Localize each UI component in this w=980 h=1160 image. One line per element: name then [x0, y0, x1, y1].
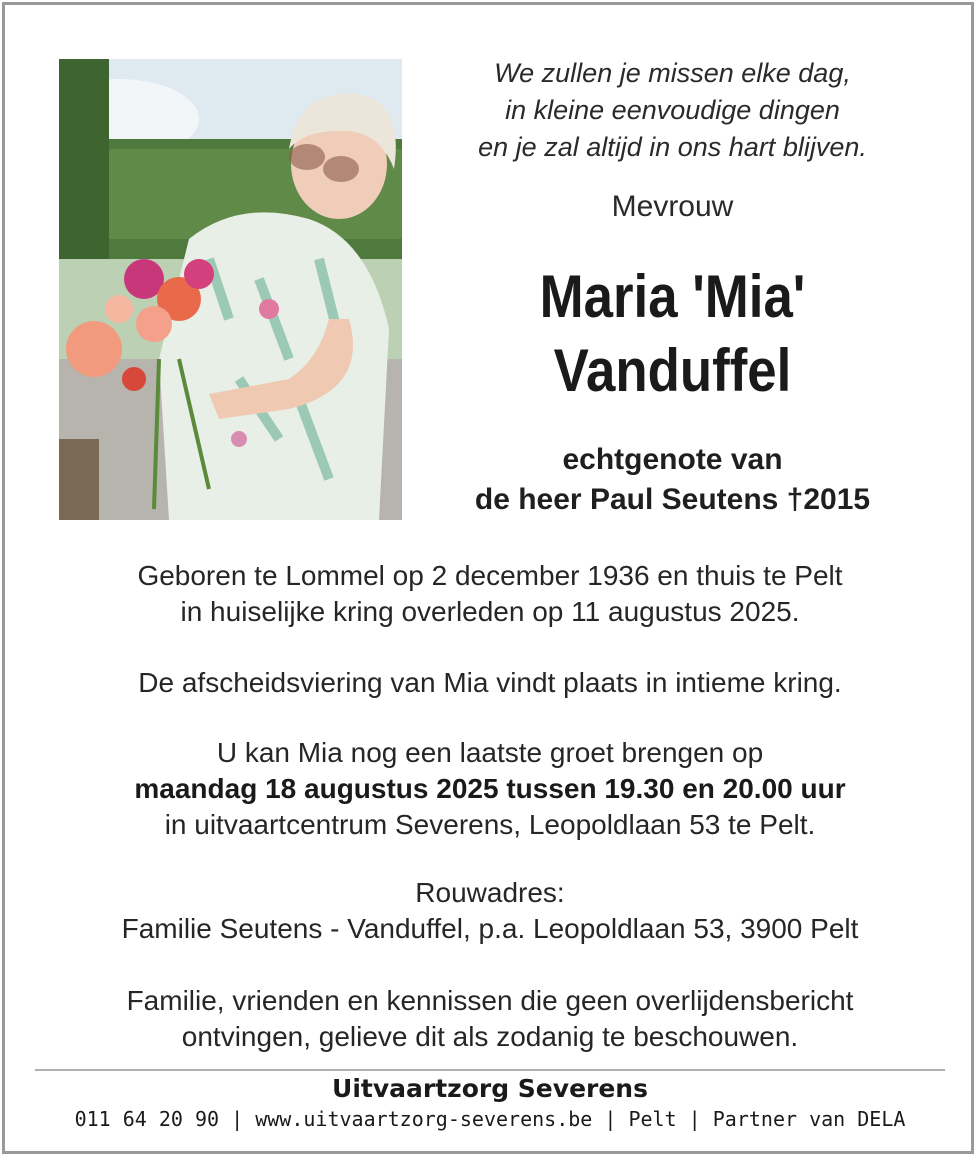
name-line: Vanduffel — [553, 337, 792, 404]
quote-line: in kleine eenvoudige dingen — [505, 95, 840, 125]
mourning-address — [0, 875, 980, 947]
funeral-home-name: Uitvaartzorg Severens — [332, 1074, 648, 1103]
memorial-quote — [425, 55, 920, 166]
spouse-line: de heer Paul Seutens †2015 — [474, 483, 871, 516]
address-label: Rouwadres: — [415, 877, 565, 908]
honorific: Mevrouw — [611, 190, 734, 223]
address-value: Familie Seutens - Vanduffel, p.a. Leopoldlaan 53, 3900 Pelt — [121, 913, 859, 944]
portrait-photo — [59, 59, 402, 520]
text-line: in huiselijke kring overleden op 11 augustus 2025. — [180, 596, 800, 627]
birth-death-text — [0, 558, 980, 630]
spouse-line: echtgenote van — [562, 443, 783, 476]
visitation-text — [0, 735, 980, 843]
text-line: U kan Mia nog een laatste groet brengen op — [216, 737, 764, 768]
text-line: De afscheidsviering van Mia vindt plaats in intieme kring. — [138, 667, 842, 698]
ceremony-text — [0, 665, 980, 701]
text-line: ontvingen, gelieve dit als zodanig te beschouwen. — [181, 1021, 799, 1052]
text-line: Familie, vrienden en kennissen die geen overlijdensbericht — [126, 985, 854, 1016]
quote-line: en je zal altijd in ons hart blijven. — [478, 132, 867, 162]
visitation-datetime: maandag 18 augustus 2025 tussen 19.30 en 20.00 uur — [134, 773, 846, 804]
spouse-info — [425, 440, 920, 520]
name-line: Maria 'Mia' — [539, 263, 806, 330]
funeral-home-contact: 011 64 20 90 | www.uitvaartzorg-severens.be | Pelt | Partner van DELA — [74, 1107, 906, 1131]
deceased-name — [455, 260, 891, 408]
notice-text — [0, 983, 980, 1055]
quote-line: We zullen je missen elke dag, — [494, 58, 851, 88]
footer-divider — [35, 1069, 945, 1071]
text-line: Geboren te Lommel op 2 december 1936 en thuis te Pelt — [137, 560, 843, 591]
text-line: in uitvaartcentrum Severens, Leopoldlaan 53 te Pelt. — [164, 809, 816, 840]
